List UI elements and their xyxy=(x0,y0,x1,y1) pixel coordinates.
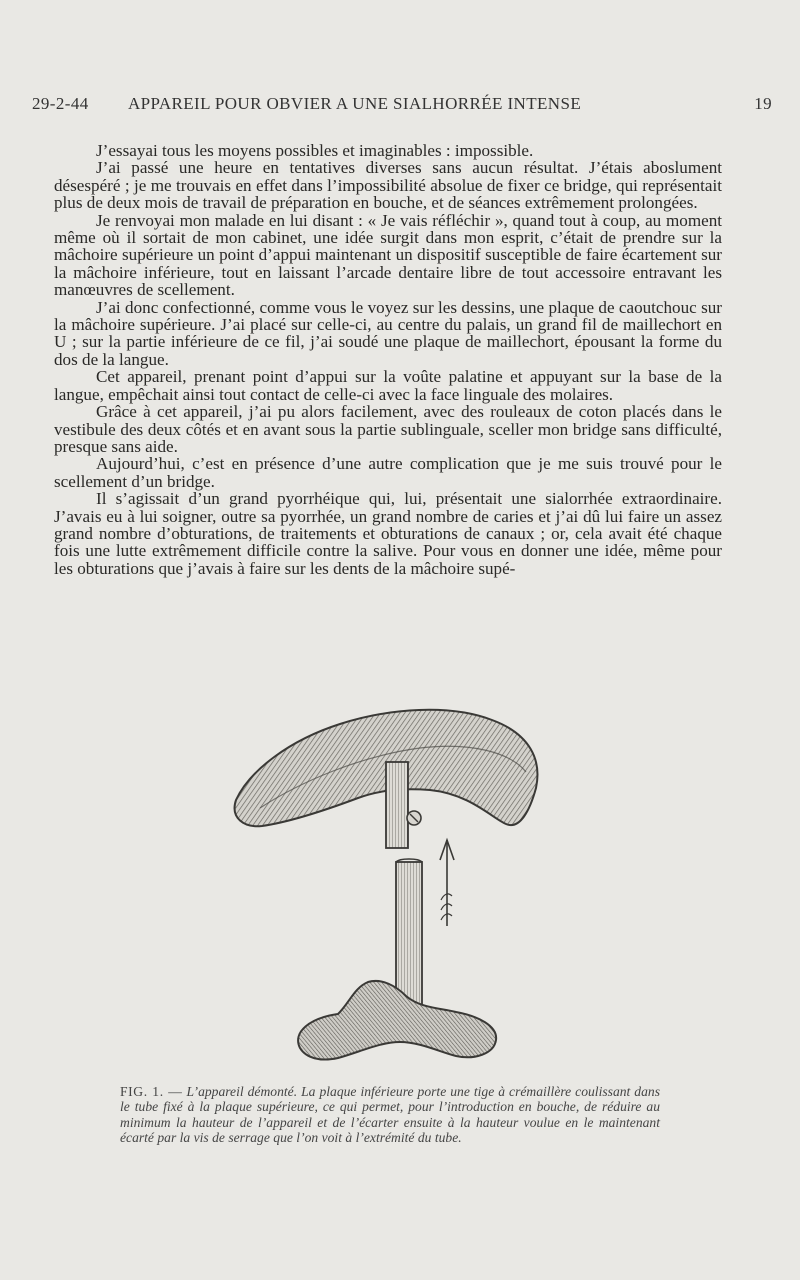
paragraph: Aujourd’hui, c’est en présence d’une autre complication que je me suis trouvé pour le scellement d’un bridge. xyxy=(54,454,722,491)
running-header xyxy=(32,94,772,118)
paragraph: J’ai donc confectionné, comme vous le voyez sur les dessins, une plaque de caoutchouc sur la mâchoire supérieure. J’ai placé sur celle-ci, au centre du palais, un grand fil de maillechort en U ; sur la partie inférieure de ce fil, j’ai soudé une plaque de maillechort, épousant la forme du dos de la langue. xyxy=(54,297,722,369)
figure-illustration xyxy=(230,690,550,1070)
paragraph: J’essayai tous les moyens possibles et imaginables : impossible. xyxy=(96,141,534,160)
page-number: 19 xyxy=(754,94,772,113)
lower-plate xyxy=(298,981,496,1060)
paragraph: J’ai passé une heure en tentatives diverses sans aucun résultat. J’étais aboslument désespéré ; je me trouvais en effet dans l’impossibilité absolue de fixer ce bridge, qui représentait plus de deux mois de travail de préparation en bouche, et de séances extrêmement prolongées. xyxy=(54,158,722,213)
figure-label: FIG. 1. — xyxy=(120,1084,183,1099)
figure-caption xyxy=(120,1084,660,1146)
paragraph: Je renvoyai mon malade en lui disant : « Je vais réfléchir », quand tout à coup, au moment même où il sortait de mon cabinet, une idée surgit dans mon esprit, c’était de prendre sur la mâchoire supérieure un point d’appui maintenant un dispositif susceptible de faire écartement sur la mâchoire inférieure, tout en laissant l’arcade dentaire libre de tout accessoire entravant les manœuvres de scellement. xyxy=(54,210,722,300)
header-title: APPAREIL POUR OBVIER A UNE SIALHORRÉE INTENSE xyxy=(128,94,582,113)
apparatus-drawing xyxy=(230,690,550,1070)
paragraph: Cet appareil, prenant point d’appui sur la voûte palatine et appuyant sur la base de la langue, empêchait ainsi tout contact de celle-ci avec la face linguale des molaires. xyxy=(54,367,722,404)
figure-caption-text: L’appareil démonté. La plaque inférieure porte une tige à crémaillère coulissant dans le tube fixé à la plaque supérieure, ce qui permet, pour l’introduction en bouche, de réduire au minimum la hauteur de l’appareil et de l’écarter ensuite à la hauteur voulue en le maintenant écarté par la vis de serrage que l’on voit à l’extrémité du tube. xyxy=(120,1084,660,1146)
paragraph: Il s’agissait d’un grand pyorrhéique qui, lui, présentait une sialorrhée extraordinaire. J’avais eu à lui soigner, outre sa pyorrhée, un grand nombre de caries et j’ai dû lui faire un assez grand nombre d’obturations, de traitements et obturations de canaux ; or, cela avait été chaque fois une lutte extrêmement difficile contre la salive. Pour vous en donner une idée, même pour les obturations que j’avais à faire sur les dents de la mâchoire supé- xyxy=(54,489,722,578)
paragraph: Grâce à cet appareil, j’ai pu alors facilement, avec des rouleaux de coton placés dans le vestibule des deux côtés et en avant sous la partie sublinguale, sceller mon bridge sans difficulté, presque sans aide. xyxy=(54,402,722,456)
upper-tube xyxy=(386,762,408,848)
body-text xyxy=(54,142,722,577)
rack-rod xyxy=(396,862,422,1010)
header-date: 29-2-44 xyxy=(32,94,89,113)
